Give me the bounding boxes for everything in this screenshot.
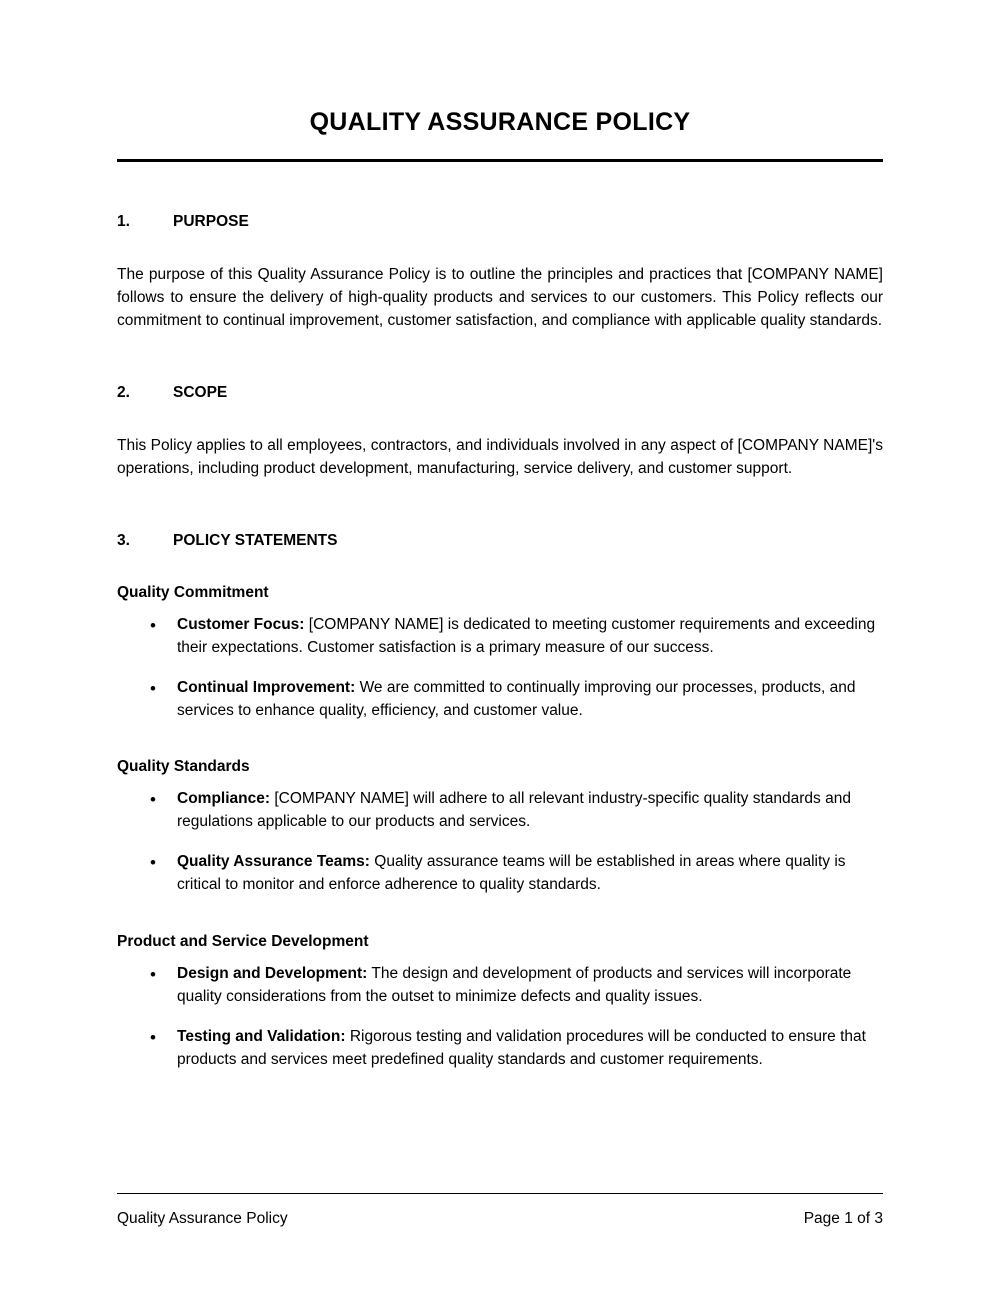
bullet-list-product-service-development [117, 963, 883, 1072]
bullet-list-quality-commitment [117, 614, 883, 723]
section-heading-scope [117, 384, 883, 402]
section-number: 1. [117, 213, 130, 230]
bullet-term: Design and Development: [177, 965, 368, 983]
page-footer [117, 1193, 883, 1228]
bullet-term: Testing and Validation: [177, 1028, 346, 1046]
section-heading-policy-statements [117, 532, 883, 550]
section-paragraph-purpose: The purpose of this Quality Assurance Policy is to outline the principles and practices that [COMPANY NAME] follows to ensure the delivery of high-quality products and services to our customers. This Policy reflects our commitment to continual improvement, customer satisfaction, and compliance with applicable quality standards. [117, 266, 883, 329]
bullet-term: Quality Assurance Teams: [177, 853, 370, 871]
subsection-heading-quality-commitment: Quality Commitment [117, 583, 269, 601]
bullet-term: Continual Improvement: [177, 678, 356, 696]
list-item [177, 851, 883, 897]
list-item [177, 963, 883, 1009]
section-title: PURPOSE [173, 213, 249, 230]
list-item [177, 1026, 883, 1072]
page-title: QUALITY ASSURANCE POLICY [309, 108, 691, 136]
bullet-text: The design and development of products and services will incorporate quality considerations from the outset to minimize defects and quality issues. [177, 965, 852, 1006]
bullet-text: We are committed to continually improving our processes, products, and services to enhance quality, efficiency, and customer value. [177, 678, 856, 719]
bullet-term: Customer Focus: [177, 615, 305, 633]
bullet-text: Rigorous testing and validation procedures will be conducted to ensure that products and services meet predefined quality standards and customer requirements. [177, 1028, 866, 1068]
subsection-heading-product-service-development: Product and Service Development [117, 933, 369, 951]
footer-divider [117, 1193, 883, 1194]
bullet-text: [COMPANY NAME] is dedicated to meeting customer requirements and exceeding their expectations. Customer satisfaction is a primary measure of our success. [177, 615, 876, 656]
footer-page-number: Page 1 of 3 [803, 1210, 883, 1227]
subsection-heading-quality-standards: Quality Standards [117, 758, 250, 776]
title-divider [117, 159, 883, 162]
section-heading-purpose [117, 213, 883, 231]
section-paragraph-scope: This Policy applies to all employees, contractors, and individuals involved in any aspect of [COMPANY NAME]'s operations, including product development, manufacturing, service delivery, and customer support. [117, 436, 883, 477]
footer-document-name: Quality Assurance Policy [117, 1210, 288, 1227]
section-title: SCOPE [173, 383, 228, 401]
list-item [177, 677, 883, 723]
section-title: POLICY STATEMENTS [173, 531, 338, 549]
list-item [177, 614, 883, 660]
section-number: 2. [117, 383, 130, 401]
bullet-text: [COMPANY NAME] will adhere to all relevant industry-specific quality standards and regulations applicable to our products and services. [177, 790, 851, 831]
bullet-list-quality-standards [117, 788, 883, 897]
bullet-text: Quality assurance teams will be established in areas where quality is critical to monitor and enforce adherence to quality standards. [177, 853, 846, 894]
section-number: 3. [117, 531, 130, 549]
bullet-term: Compliance: [177, 790, 271, 808]
list-item [177, 788, 883, 834]
